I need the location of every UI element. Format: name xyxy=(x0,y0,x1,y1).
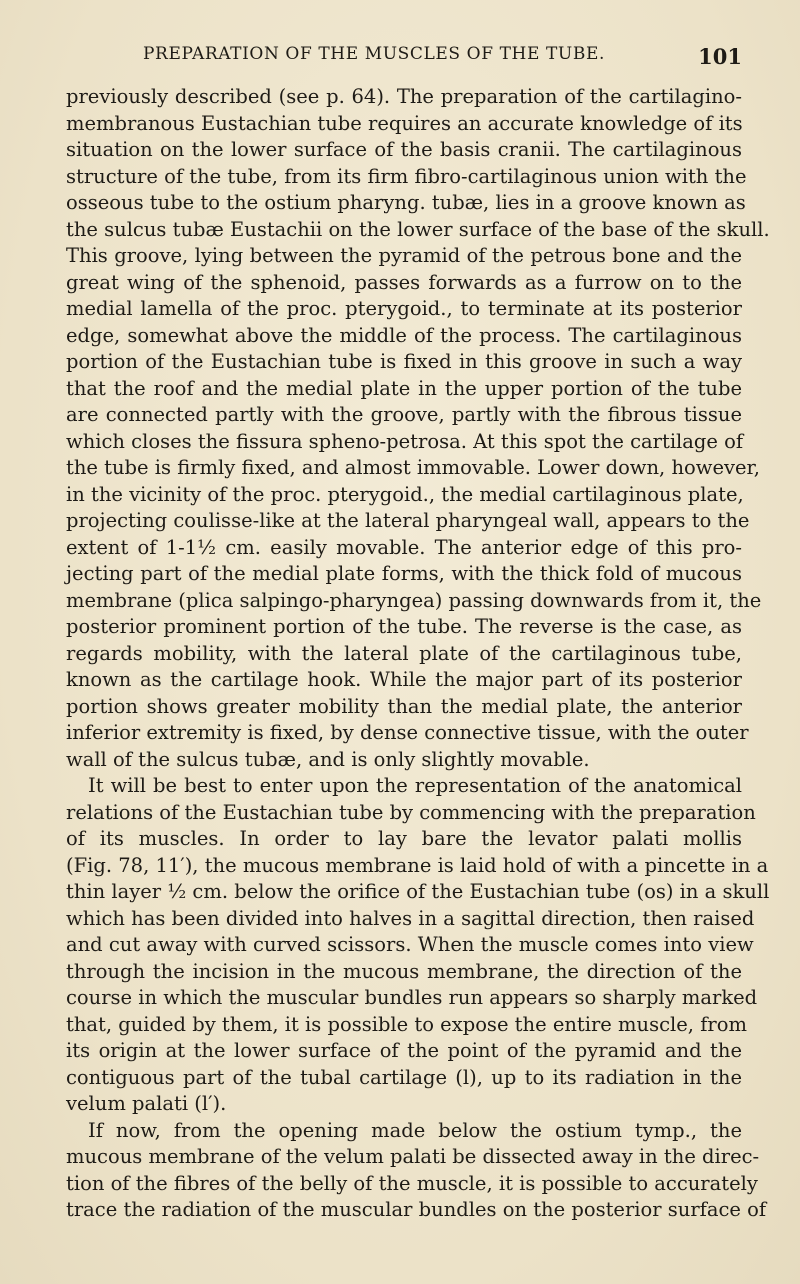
text-line: course in which the muscular bundles run appears so sharply marked xyxy=(66,986,758,1009)
text-line: (Fig. 78, 11′), the mucous membrane is laid hold of with a pincette in a xyxy=(66,853,769,877)
text-line: thin layer ½ cm. below the orifice of the Eustachian tube (os) in a skull xyxy=(66,880,770,903)
text-line: If now, from the opening made below the ostium tymp., the xyxy=(88,1118,742,1142)
text-line: great wing of the sphenoid, passes forwards as a furrow on to the xyxy=(66,270,742,294)
text-line: This groove, lying between the pyramid of the petrous bone and the xyxy=(66,244,742,267)
text-line: inferior extremity is fixed, by dense connective tissue, with the outer xyxy=(66,721,749,744)
text-line: osseous tube to the ostium pharyng. tubæ, lies in a groove known as xyxy=(66,191,746,214)
text-line: portion shows greater mobility than the medial plate, the anterior xyxy=(66,694,742,718)
text-line: situation on the lower surface of the basis cranii. The cartilaginous xyxy=(66,138,742,161)
text-line: membrane (plica salpingo-pharyngea) passing downwards from it, the xyxy=(66,588,762,612)
text-line: extent of 1-1½ cm. easily movable. The anterior edge of this pro- xyxy=(66,535,742,559)
text-line: through the incision in the mucous membrane, the direction of the xyxy=(66,959,742,983)
text-line: mucous membrane of the velum palati be dissected away in the direc- xyxy=(66,1145,760,1168)
text-line: jecting part of the medial plate forms, with the thick fold of mucous xyxy=(66,562,742,585)
text-line: and cut away with curved scissors. When the muscle comes into view xyxy=(66,933,754,956)
page-number: 101 xyxy=(698,44,742,69)
text-line: previously described (see p. 64). The preparation of the cartilagino- xyxy=(66,85,742,108)
running-head xyxy=(66,44,742,74)
text-line: tion of the fibres of the belly of the muscle, it is possible to accurately xyxy=(66,1171,758,1195)
text-line: wall of the sulcus tubæ, and is only slightly movable. xyxy=(66,747,590,771)
text-line: trace the radiation of the muscular bundles on the posterior surface of xyxy=(66,1198,767,1221)
text-line: regards mobility, with the lateral plate of the cartilaginous tube, xyxy=(66,641,742,665)
text-line: velum palati (l′). xyxy=(66,1092,227,1115)
text-line: portion of the Eustachian tube is fixed in this groove in such a way xyxy=(66,350,742,373)
text-line: are connected partly with the groove, partly with the fibrous tissue xyxy=(66,403,742,426)
text-line: edge, somewhat above the middle of the process. The cartilaginous xyxy=(66,323,742,347)
text-line: posterior prominent portion of the tube. The reverse is the case, as xyxy=(66,615,742,638)
text-line: the sulcus tubæ Eustachii on the lower surface of the base of the skull. xyxy=(66,217,770,241)
running-title: PREPARATION OF THE MUSCLES OF THE TUBE. xyxy=(143,44,605,64)
text-line: known as the cartilage hook. While the major part of its posterior xyxy=(66,668,742,691)
text-line: that, guided by them, it is possible to expose the entire muscle, from xyxy=(66,1012,747,1036)
text-line: structure of the tube, from its firm fibro-cartilaginous union with the xyxy=(66,164,747,188)
text-line: projecting coulisse-like at the lateral pharyngeal wall, appears to the xyxy=(66,509,750,532)
text-line: of its muscles. In order to lay bare the levator palati mollis xyxy=(66,827,742,850)
text-line: relations of the Eustachian tube by commencing with the preparation xyxy=(66,800,756,824)
text-line: membranous Eustachian tube requires an accurate knowledge of its xyxy=(66,111,743,135)
text-line: the tube is firmly fixed, and almost immovable. Lower down, however, xyxy=(66,456,760,479)
text-line: in the vicinity of the proc. pterygoid., the medial cartilaginous plate, xyxy=(66,482,744,506)
text-line: which closes the fissura spheno-petrosa. At this spot the cartilage of xyxy=(66,429,744,453)
text-line: contiguous part of the tubal cartilage (l), up to its radiation in the xyxy=(66,1065,742,1089)
text-line: that the roof and the medial plate in the upper portion of the tube xyxy=(66,376,742,400)
text-line: medial lamella of the proc. pterygoid., to terminate at its posterior xyxy=(66,297,742,320)
text-line: its origin at the lower surface of the point of the pyramid and the xyxy=(66,1039,742,1062)
text-line: which has been divided into halves in a sagittal direction, then raised xyxy=(66,906,755,930)
body-text xyxy=(66,84,770,1224)
text-line: It will be best to enter upon the representation of the anatomical xyxy=(88,774,742,797)
